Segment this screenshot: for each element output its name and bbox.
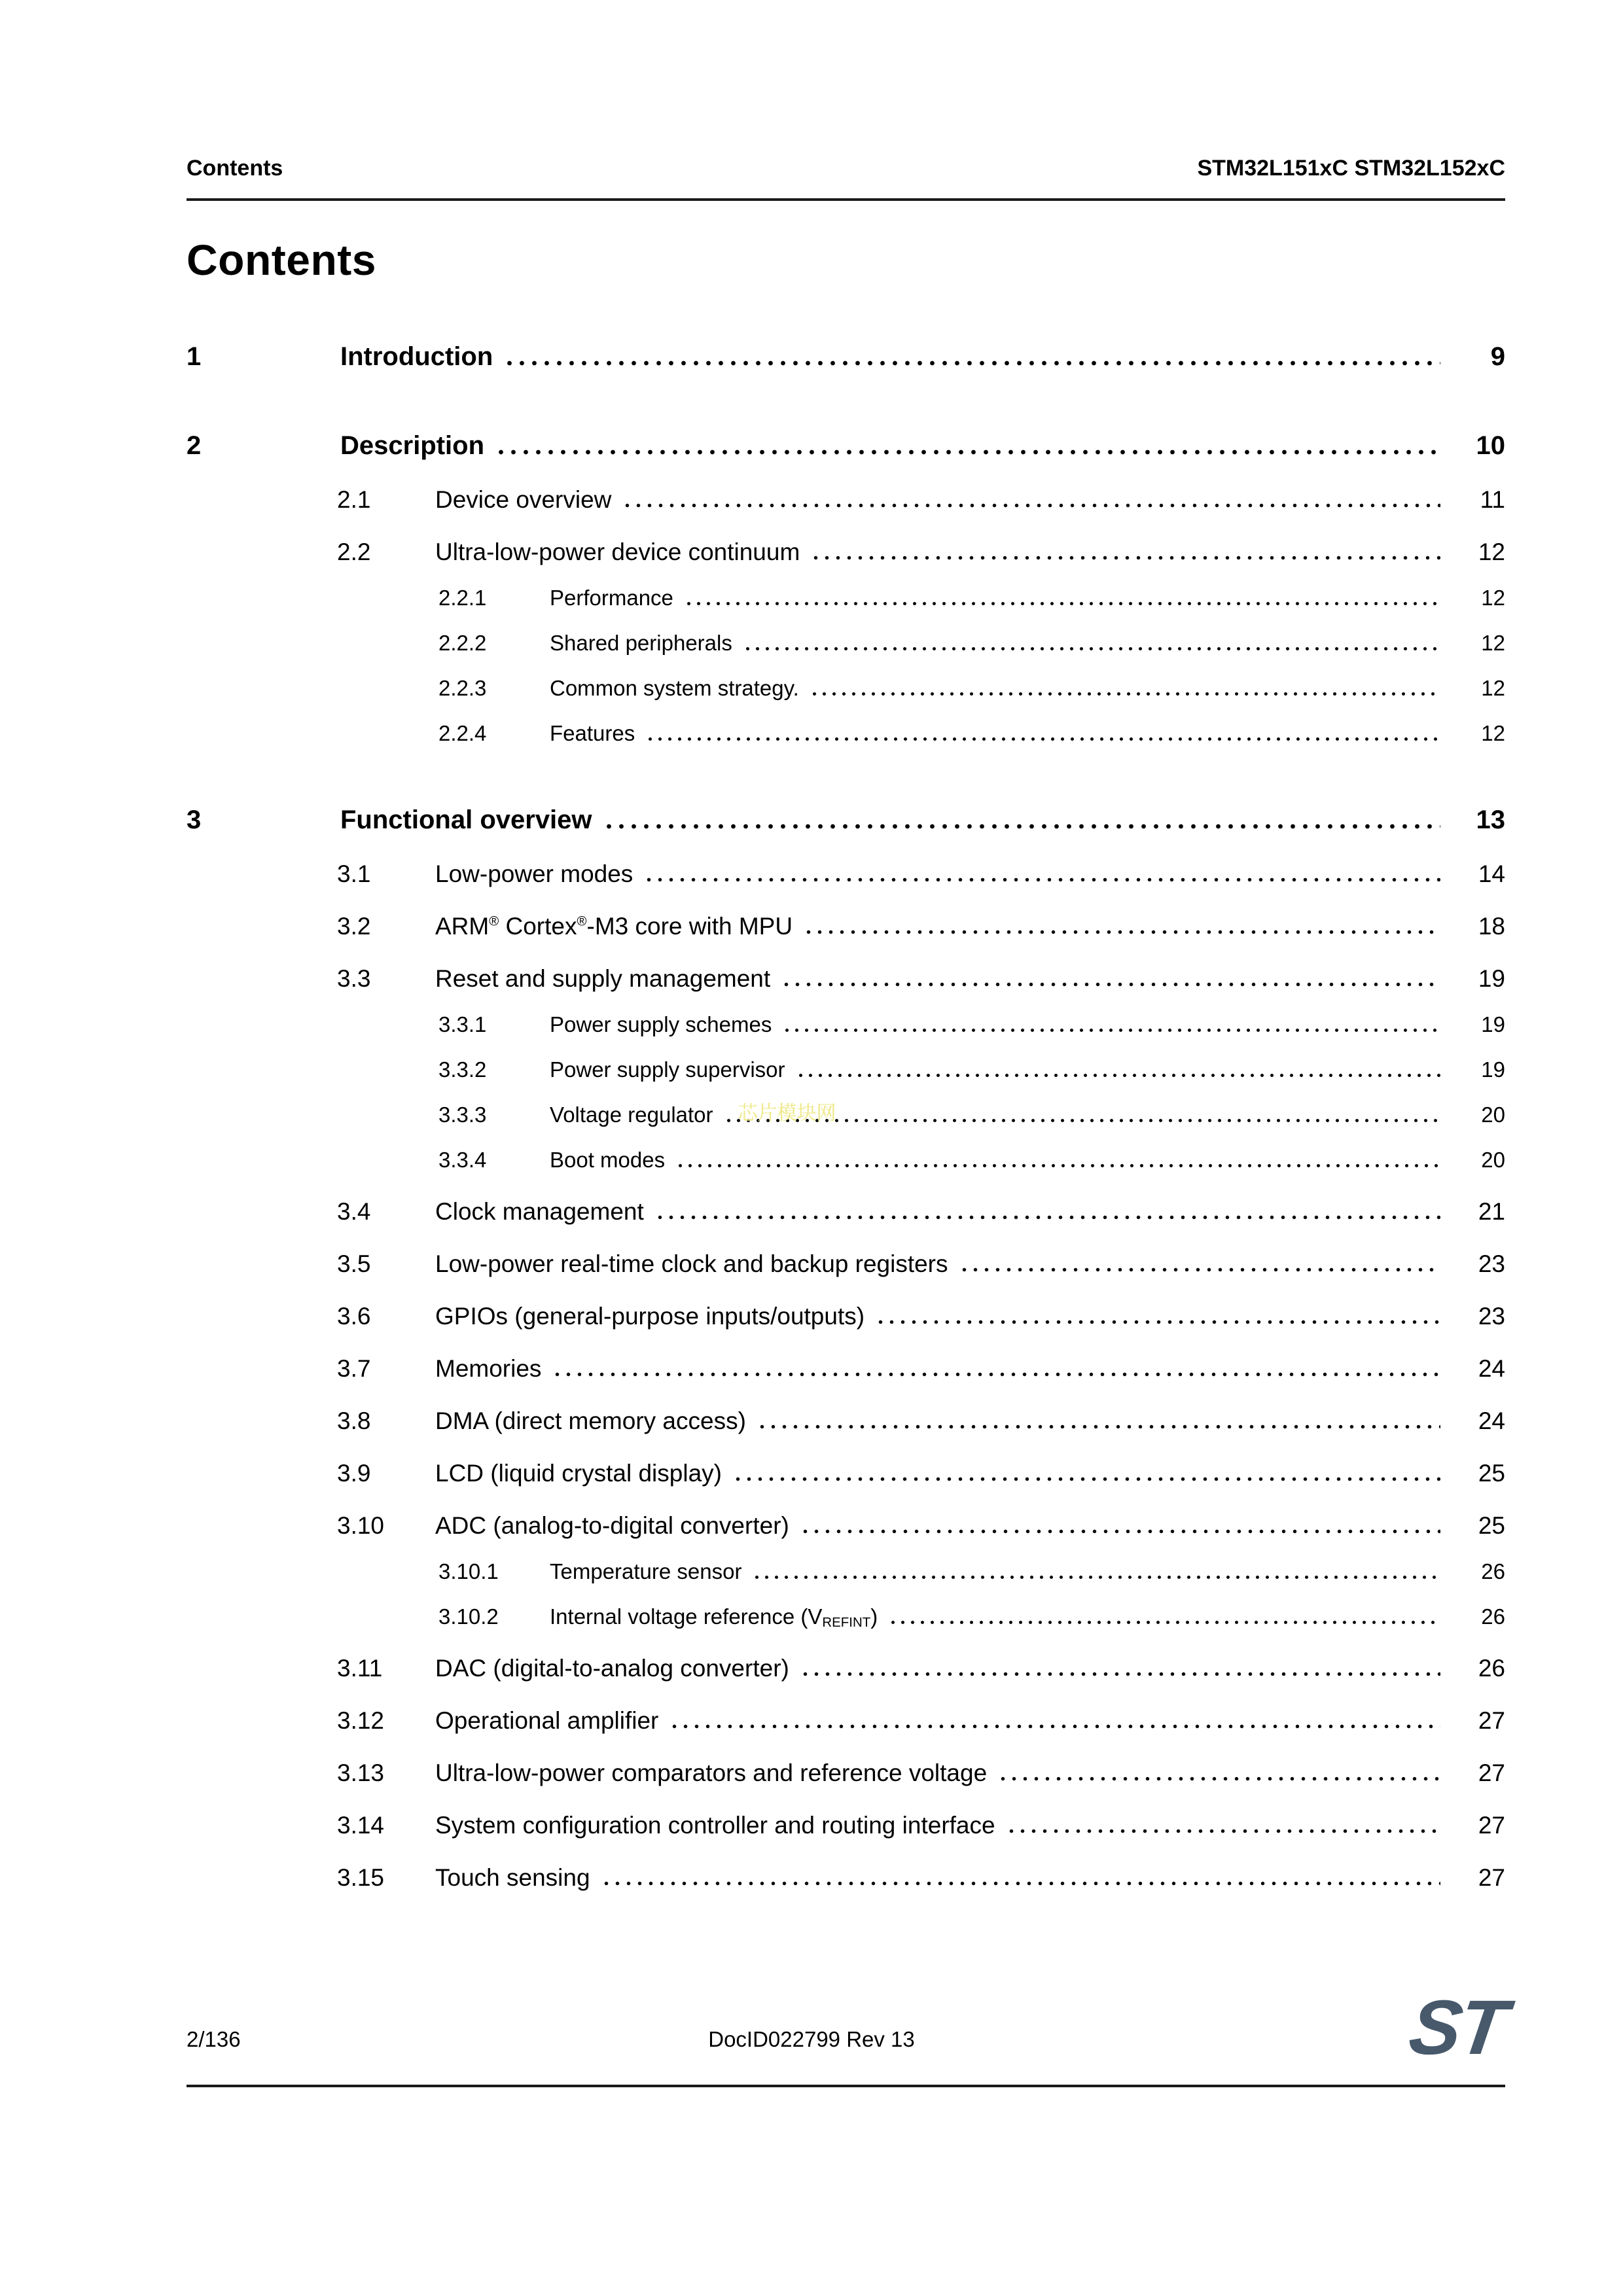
toc-dot-leader: [797, 1511, 1440, 1541]
header-rule: [187, 198, 1505, 201]
page-title: Contents: [187, 236, 376, 284]
toc-entry-title: LCD (liquid crystal display): [435, 1460, 722, 1487]
toc-entry-number: 3.3.1: [438, 1012, 487, 1036]
toc-entry[interactable]: [438, 719, 1505, 748]
toc-entry-title: Internal voltage reference $(V_{REFINT})$: [550, 1604, 878, 1631]
toc-entry[interactable]: [337, 911, 1505, 942]
toc-entry-title: Reset and supply management: [435, 965, 771, 992]
toc-entry-title: Touch sensing: [435, 1864, 590, 1891]
toc-entry-page-number: 19: [1478, 965, 1505, 992]
footer-rule: [187, 2085, 1505, 2087]
toc-entry[interactable]: [438, 1055, 1505, 1084]
toc-entry-number: 3: [187, 805, 202, 834]
toc-entry-title: Low-power modes: [435, 860, 633, 887]
toc-entry[interactable]: [438, 1010, 1505, 1039]
toc-entry-page-number: 23: [1478, 1250, 1505, 1277]
toc-entry-title: System configuration controller and routing interface: [435, 1812, 995, 1839]
toc-entry-page-number: 10: [1476, 431, 1505, 460]
toc-dot-leader: [1003, 1810, 1440, 1841]
watermark: 芯片模块网: [738, 1103, 836, 1124]
toc-entry-title: Ultra-low-power device continuum: [435, 539, 800, 565]
toc-entry-number: 3.12: [337, 1707, 385, 1734]
toc-entry-page-number: 21: [1478, 1198, 1505, 1225]
toc-entry[interactable]: [337, 1249, 1505, 1279]
toc-entry[interactable]: [337, 1354, 1505, 1384]
toc-dot-leader: [501, 340, 1440, 374]
toc-dot-leader: [740, 629, 1440, 658]
toc-entry-number: 2.1: [337, 486, 371, 513]
toc-dot-leader: [619, 485, 1440, 515]
toc-entry-number: 3.15: [337, 1864, 385, 1891]
toc-entry-title: ADC (analog-to-digital converter): [435, 1512, 789, 1539]
toc-entry-page-number: 19: [1481, 1012, 1505, 1036]
toc-entry[interactable]: [438, 584, 1505, 612]
toc-dot-leader: [797, 1653, 1440, 1684]
toc-entry-page-number: 12: [1481, 721, 1505, 745]
toc-entry-page-number: 12: [1481, 676, 1505, 700]
toc-entry-title: Memories: [435, 1355, 542, 1382]
toc-entry[interactable]: [337, 1706, 1505, 1736]
toc-dot-leader: [598, 1863, 1440, 1893]
toc-entry-title: Common system strategy.: [550, 676, 799, 700]
toc-entry-page-number: 27: [1478, 1864, 1505, 1891]
toc-entry-number: 3.5: [337, 1250, 371, 1277]
toc-entry-title: Description: [340, 431, 485, 460]
toc-dot-leader: [956, 1249, 1440, 1279]
st-logo: ST: [1404, 1985, 1510, 2071]
toc-entry[interactable]: [337, 1758, 1505, 1788]
toc-entry-number: 3.2: [337, 913, 371, 940]
toc-entry-page-number: 12: [1481, 631, 1505, 655]
toc-dot-leader: [800, 911, 1440, 942]
toc-entry[interactable]: [337, 1301, 1505, 1332]
toc-entry-number: 3.3.2: [438, 1057, 487, 1082]
toc-entry-number: 3.1: [337, 860, 371, 887]
toc-entry-page-number: 20: [1481, 1148, 1505, 1172]
toc-dot-leader: [754, 1406, 1440, 1436]
toc-entry-page-number: 12: [1481, 586, 1505, 610]
toc-entry-title: Introduction: [340, 342, 493, 371]
toc-entry[interactable]: [337, 485, 1505, 515]
toc-entry[interactable]: [438, 1557, 1505, 1586]
toc-entry-page-number: 14: [1478, 860, 1505, 887]
toc-entry-number: 3.3.3: [438, 1103, 487, 1127]
toc-dot-leader: [995, 1758, 1440, 1788]
toc-entry-page-number: 27: [1478, 1707, 1505, 1734]
toc-entry-title: Clock management: [435, 1198, 644, 1225]
toc-entry[interactable]: [187, 803, 1505, 837]
toc-dot-leader: [641, 859, 1440, 889]
toc-entry-number: 2.2: [337, 539, 371, 565]
toc-dot-leader: [730, 1458, 1440, 1489]
toc-entry-number: 3.13: [337, 1759, 385, 1786]
toc-entry[interactable]: [337, 537, 1505, 567]
toc-entry-number: 3.7: [337, 1355, 371, 1382]
toc-entry-number: 3.8: [337, 1407, 371, 1434]
toc-entry-title: Shared peripherals: [550, 631, 732, 655]
toc-dot-leader: [749, 1557, 1440, 1586]
toc-entry[interactable]: [187, 429, 1505, 463]
toc-entry-title: Low-power real-time clock and backup registers: [435, 1250, 948, 1277]
toc-entry[interactable]: [438, 674, 1505, 703]
toc-entry[interactable]: [438, 1602, 1505, 1631]
toc-entry-page-number: 23: [1478, 1303, 1505, 1330]
toc-entry[interactable]: [337, 1511, 1505, 1541]
toc-entry-title: DAC (digital-to-analog converter): [435, 1655, 789, 1682]
toc-entry-number: 2.2.3: [438, 676, 487, 700]
toc-entry[interactable]: [337, 1863, 1505, 1893]
toc-entry-number: 3.3: [337, 965, 371, 992]
toc-entry-title: Device overview: [435, 486, 612, 513]
toc-entry-page-number: 18: [1478, 913, 1505, 940]
toc-entry-number: 3.11: [337, 1655, 383, 1682]
toc-entry-number: 1: [187, 342, 202, 371]
toc-entry-page-number: 19: [1481, 1057, 1505, 1082]
toc-entry-page-number: 27: [1478, 1759, 1505, 1786]
toc-dot-leader: [600, 803, 1440, 837]
toc-dot-leader: [643, 719, 1440, 748]
footer-doc-id: DocID022799 Rev 13: [708, 2027, 915, 2051]
toc-entry-page-number: 12: [1478, 539, 1505, 565]
toc-entry-number: 2.2.2: [438, 631, 487, 655]
toc-entry-number: 2.2.4: [438, 721, 487, 745]
toc-dot-leader: [885, 1602, 1440, 1631]
running-header: [187, 0, 1505, 181]
toc-entry-page-number: 9: [1490, 342, 1505, 371]
toc-entry-title: Features: [550, 721, 635, 745]
toc-entry-title: Voltage regulator: [550, 1103, 713, 1127]
toc-entry-number: 3.10: [337, 1512, 385, 1539]
toc-entry-number: 3.9: [337, 1460, 371, 1487]
toc-entry-page-number: 25: [1478, 1460, 1505, 1487]
header-section-label: Contents: [187, 156, 283, 181]
toc-dot-leader: [666, 1706, 1440, 1736]
toc-entry-page-number: 24: [1478, 1355, 1505, 1382]
toc-dot-leader: [779, 1010, 1440, 1039]
toc-entry[interactable]: [337, 964, 1505, 994]
toc-dot-leader: [652, 1197, 1440, 1227]
toc-entry[interactable]: [337, 1406, 1505, 1436]
toc-entry-title: Boot modes: [550, 1148, 666, 1172]
toc-entry-title: Operational amplifier: [435, 1707, 659, 1734]
toc-entry-page-number: 13: [1476, 805, 1505, 834]
toc-entry-title: Temperature sensor: [550, 1559, 742, 1583]
toc-entry-page-number: 24: [1478, 1407, 1505, 1434]
toc-entry-number: 2.2.1: [438, 586, 487, 610]
toc-entry[interactable]: [337, 1458, 1505, 1489]
toc-dot-leader: [808, 537, 1440, 567]
toc-entry-title: Ultra-low-power comparators and reference voltage: [435, 1759, 988, 1786]
toc-entry-page-number: 11: [1480, 486, 1505, 513]
toc-entry[interactable]: [438, 1101, 1505, 1129]
toc-dot-leader: [721, 1101, 1440, 1129]
toc-entry-number: 3.14: [337, 1812, 385, 1839]
toc-entry-title: GPIOs (general-purpose inputs/outputs): [435, 1303, 865, 1330]
toc-entry-title: Functional overview: [340, 805, 592, 834]
toc-entry[interactable]: [438, 1146, 1505, 1174]
toc-entry-title: Power supply supervisor: [550, 1057, 785, 1082]
toc-entry-title: Power supply schemes: [550, 1012, 772, 1036]
toc-entry-page-number: 25: [1478, 1512, 1505, 1539]
toc-entry[interactable]: [337, 1653, 1505, 1684]
toc-entry-number: 3.6: [337, 1303, 371, 1330]
footer-page-indicator: 2/136: [187, 2027, 241, 2051]
toc-entry-number: 3.10.1: [438, 1559, 499, 1583]
toc-dot-leader: [492, 429, 1440, 463]
toc-list: [187, 340, 1505, 1893]
toc-entry-number: 3.4: [337, 1198, 371, 1225]
toc-entry-page-number: 26: [1481, 1604, 1505, 1629]
toc-entry[interactable]: [337, 1810, 1505, 1841]
toc-dot-leader: [673, 1146, 1440, 1174]
toc-entry-number: 3.3.4: [438, 1148, 487, 1172]
toc-entry-title: ARM® Cortex®-M3 core with MPU: [435, 913, 793, 940]
toc-entry-page-number: 26: [1481, 1559, 1505, 1583]
header-part-numbers: STM32L151xC STM32L152xC: [1197, 156, 1505, 181]
toc-dot-leader: [872, 1301, 1440, 1332]
toc-dot-leader: [778, 964, 1440, 994]
toc-entry-page-number: 26: [1478, 1655, 1505, 1682]
toc-entry-title: DMA (direct memory access): [435, 1407, 746, 1434]
toc-entry-number: 2: [187, 431, 202, 460]
toc-dot-leader: [681, 584, 1440, 612]
toc-entry-number: 3.10.2: [438, 1604, 499, 1629]
toc-entry-page-number: 27: [1478, 1812, 1505, 1839]
toc-entry-page-number: 20: [1481, 1103, 1505, 1127]
toc-dot-leader: [793, 1055, 1441, 1084]
toc-dot-leader: [549, 1354, 1440, 1384]
toc-entry[interactable]: [337, 859, 1505, 889]
toc-dot-leader: [807, 674, 1440, 703]
toc-entry[interactable]: [337, 1197, 1505, 1227]
toc-entry[interactable]: [187, 340, 1505, 374]
toc-entry-title: Performance: [550, 586, 673, 610]
toc-entry[interactable]: [438, 629, 1505, 658]
